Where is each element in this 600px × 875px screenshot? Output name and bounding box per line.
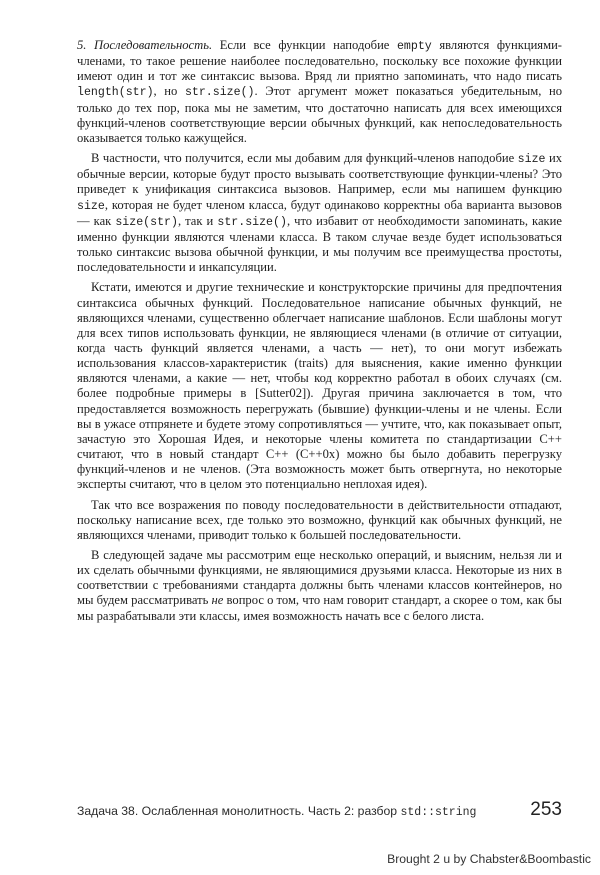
code-run: empty — [396, 40, 432, 53]
body-text — [77, 38, 562, 629]
page-footer — [77, 799, 562, 820]
code-run: size — [517, 153, 546, 167]
text-run: , так и — [177, 213, 218, 228]
text-run: , что избавит от необходимости запоминать, какие именно функции являются членами класса. В таком случае везде будет использоваться только синтаксис вызова обычной функции, и мы получим все преимущества простоты, последовательности и инкапсуляции. — [77, 213, 562, 275]
text-run: Кстати, имеются и другие технические и конструкторские причины для предпочтения синтаксиса обычных функций. Последовательное написание обычных функций, не являющихся членами, существенно облегчает написание шаблонов. Если шаблоны могут для всех типов использовать функции, не являющиеся членами (в отличие от ситуации, когда часть функций является членами, а часть — нет), то они могут избежать использования классов-характеристик (traits) для выяснения, какие именно функции являются членами, а какие — нет, чтобы код корректно работал в обоих случаях (см. более подробные примеры в [Sutter02]). Другая причина заключается в том, что предоставляется возможность перегружать (бывшие) функции-члены и не члены. Если вы в ужасе отпрянете и будете этому сопротивляться — учтите, что, как показывает опыт, зачастую это Хорошая Идея, и некоторые члены комитета по стандартизации C++ считают, что в новый стандарт C++ (C++0x) можно бы было добавить перегрузку функций-членов и не членов. (Эта возможность может быть отвергнута, но некоторые эксперты считают, что в целом это потенциально неплохая идея). — [77, 280, 562, 492]
running-title: Задача 38. Ослабленная монолитность. Часть 2: разбор — [77, 804, 401, 818]
code-run: str.size() — [217, 215, 287, 229]
text-run: В частности, что получится, если мы добавим для функций-членов наподобие — [91, 151, 518, 166]
section-lead: 5. Последовательность. — [77, 38, 213, 52]
text-run: Так что все возражения по поводу последовательности в действительности отпадают, поскольку написание всех, где только это возможно, функций как обычных функций, не являющихся членами, приводит только к большей последовательности. — [77, 497, 562, 542]
text-run: вопрос о том, что нам говорит стандарт, а скорее о том, как бы мы разрабатывали эти классы, имея возможность начать все с белого листа. — [77, 593, 562, 623]
text-run: , которая не будет членом класса, будут одинаково корректны оба варианта вызовов — как — [77, 197, 562, 228]
paragraph-conclusion — [77, 498, 562, 543]
text-run: , но — [153, 84, 185, 99]
page-number: 253 — [530, 799, 562, 820]
italic-run: не — [211, 593, 224, 608]
text-run: являются функциями-членами, то такое решение наиболее последовательно, поскольку все похожие функции имеют один и тот же синтаксис вызова. Вряд ли приятно запоминать, что надо писать — [77, 38, 563, 84]
text-run: их обычные версии, которые будут просто вызывать соответствующие функции-члены? Это приведет к унификация синтаксиса вызовов. Например, если мы напишем функцию — [77, 151, 562, 197]
code-run: str.size() — [184, 86, 255, 100]
scan-credit: Brought 2 u by Chabster&Boombastic — [387, 852, 591, 866]
text-run: В следующей задаче мы рассмотрим еще несколько операций, и выясним, нельзя ли и их сделать обычными функциями, не являющимися друзьями класса. Некоторые из них в соответствии с требованиями стандарта должны быть членами классов контейнеров, но мы будем рассматривать — [77, 548, 562, 608]
paragraph-unified-syntax — [77, 151, 562, 275]
code-run: size — [77, 199, 105, 213]
text-run: Если все функции наподобие — [212, 38, 397, 52]
paragraph-consistency — [77, 38, 562, 146]
running-title-code: std::string — [400, 806, 477, 819]
text-run: . Этот аргумент может показаться убедительным, но только до тех пор, пока мы не заметим, что достаточно написать для всех имеющихся функций-членов соответствующие версии обычных функций, как непоследовательность оказывается только кажущейся. — [77, 84, 563, 145]
code-run: length(str) — [77, 86, 154, 100]
paragraph-other-reasons — [77, 280, 562, 492]
code-run: size(str) — [115, 215, 178, 229]
paragraph-next-task — [77, 548, 562, 624]
